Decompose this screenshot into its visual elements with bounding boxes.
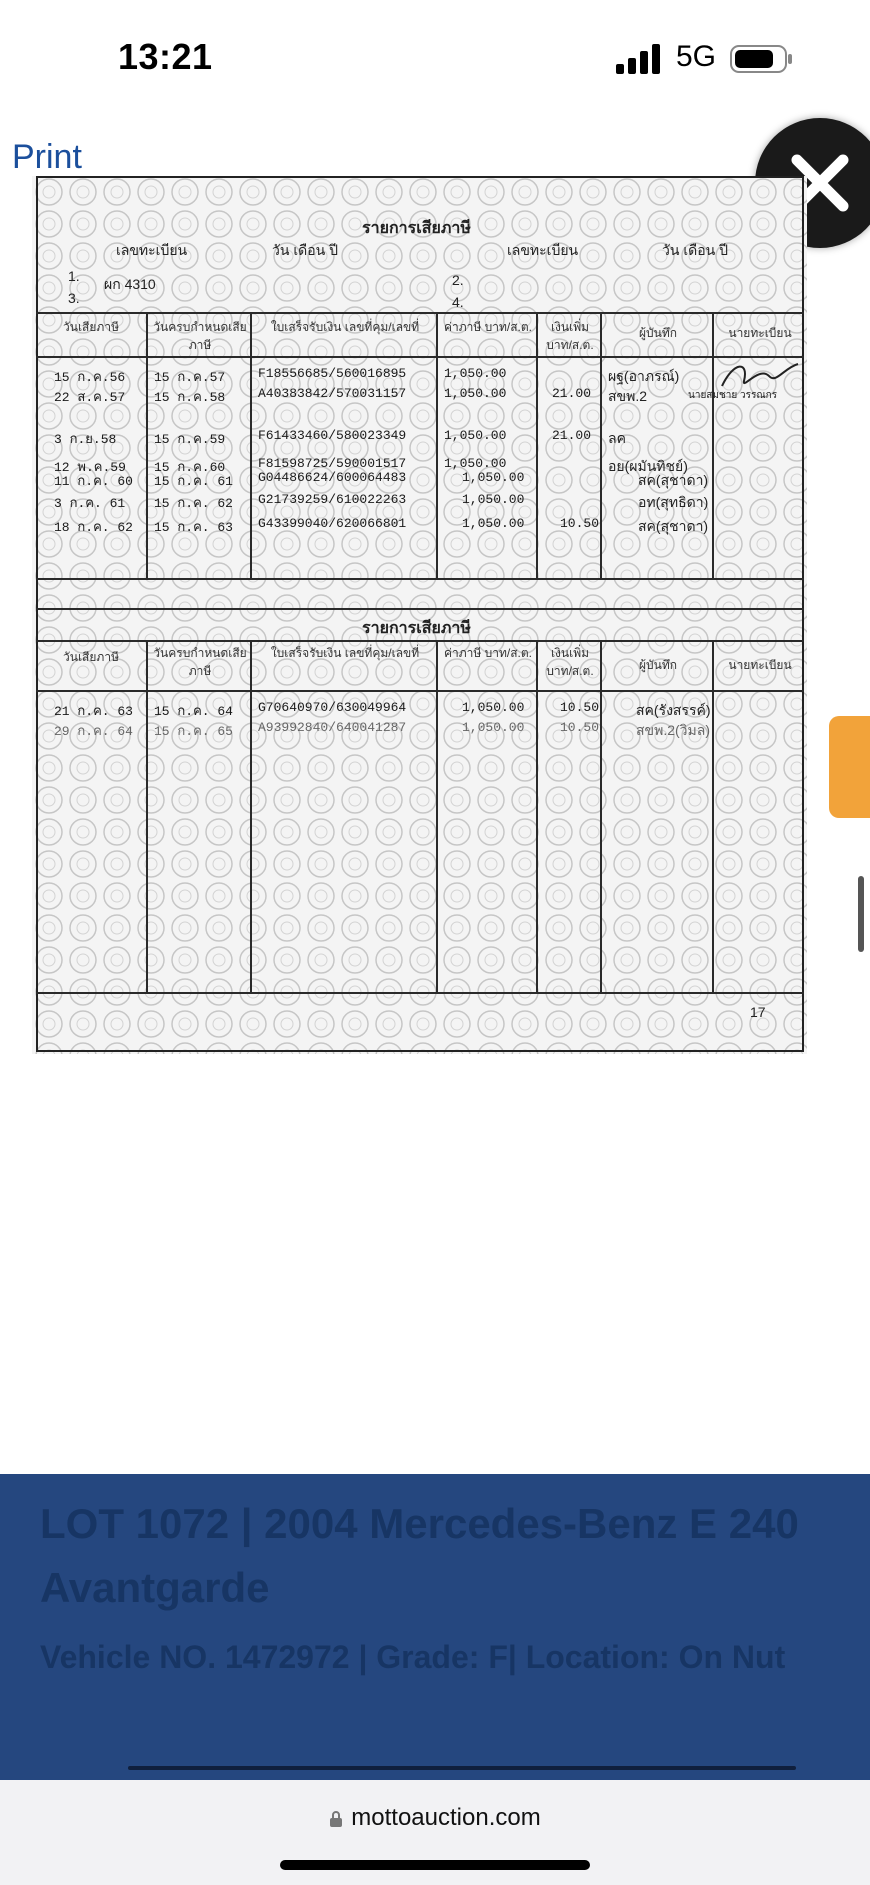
table-cell: สขพ.2 [608, 388, 648, 404]
table-rule [146, 312, 148, 578]
table-cell: 22 ส.ค.57 [54, 390, 126, 405]
table-cell: 21 ก.ค. 63 [54, 704, 133, 719]
table-cell: 21.00 [552, 428, 592, 443]
table-cell: 3 ก.ย.58 [54, 432, 117, 447]
table-cell: ผฐ(อาภรณ์) [608, 368, 680, 384]
table-rule [250, 640, 252, 992]
table-cell: 15 ก.ค.57 [154, 370, 226, 385]
table-rule [600, 640, 602, 992]
status-time: 13:21 [118, 36, 213, 77]
scrollbar[interactable] [858, 876, 864, 952]
table-cell: 1,050.00 [462, 720, 525, 735]
column-header: วันครบกำหนดเสียภาษี [153, 320, 247, 352]
table-rule [436, 640, 438, 992]
column-header: ผู้บันทึก [638, 326, 678, 340]
column-header: นายทะเบียน [728, 658, 792, 672]
lot-subtitle: Vehicle NO. 1472972 | Grade: F| Location: On Nut [40, 1639, 786, 1675]
signature-mark [714, 356, 804, 396]
table-rule [250, 312, 252, 578]
table-rule [36, 608, 804, 610]
table-cell: A93992840/640041287 [258, 720, 407, 735]
label-date-left: วัน เดือน ปี [272, 242, 338, 258]
table-rule [36, 356, 804, 358]
banner-divider [128, 1766, 796, 1770]
column-header: วันเสียภาษี [63, 650, 119, 664]
table-cell: 1,050.00 [462, 516, 525, 531]
table-cell: 1,050.00 [462, 470, 525, 485]
table-rule [712, 312, 714, 578]
column-header: เงินเพิ่ม บาท/ส.ต. [546, 646, 594, 678]
table-cell: 1,050.00 [462, 700, 525, 715]
reg-entry: ผก 4310 [104, 276, 156, 292]
label-reg-right: เลขทะเบียน [507, 242, 579, 258]
table-rule [436, 312, 438, 578]
table-cell: A40383842/570031157 [258, 386, 407, 401]
table-rule [36, 690, 804, 692]
table-cell: 21.00 [552, 386, 592, 401]
column-header: ใบเสร็จรับเงิน เลขที่คุม/เลขที่ [270, 320, 420, 334]
status-bar [0, 0, 870, 120]
section-title-upper: รายการเสียภาษี [362, 220, 471, 237]
table-cell: F18556685/560016895 [258, 366, 407, 381]
url-display[interactable] [0, 1804, 870, 1832]
browser-address-bar[interactable] [0, 1780, 870, 1885]
table-cell: อท(สุทธิดา) [638, 494, 709, 510]
column-header: นายทะเบียน [728, 326, 792, 340]
table-cell: G21739259/610022263 [258, 492, 407, 507]
table-cell: F81598725/590001517 [258, 456, 407, 471]
network-type: 5G [676, 40, 717, 73]
table-cell: 3 ก.ค. 61 [54, 496, 126, 511]
column-header: ใบเสร็จรับเงิน เลขที่คุม/เลขที่ [270, 646, 420, 660]
table-cell: 10.50 [560, 700, 600, 715]
table-cell: 18 ก.ค. 62 [54, 520, 133, 535]
table-cell: G70640970/630049964 [258, 700, 407, 715]
table-cell: G04486624/600064483 [258, 470, 407, 485]
table-cell: อย(ผมันทิชย์) [608, 458, 688, 474]
table-cell: 11 ก.ค. 60 [54, 474, 133, 489]
label-reg-left: เลขทะเบียน [116, 242, 188, 258]
reg-entry: 2. [452, 272, 464, 288]
table-cell: สค(รังสรรค์) [636, 702, 711, 718]
table-rule [36, 312, 804, 314]
column-header: ผู้บันทึก [638, 658, 678, 672]
reg-entry: 1. [68, 268, 80, 284]
lot-info-banner [0, 1474, 870, 1780]
cellular-signal-icon [616, 44, 662, 74]
lock-icon [329, 1810, 343, 1828]
table-cell: 15 ก.ค.58 [154, 390, 226, 405]
table-cell: ลค [608, 430, 626, 446]
table-cell: 15 ก.ค.60 [154, 460, 226, 475]
table-rule [600, 312, 602, 578]
lot-title: LOT 1072 | 2004 Mercedes-Benz E 240 Avantgarde [40, 1500, 799, 1611]
table-cell: 29 ก.ค. 64 [54, 724, 133, 739]
column-header: เงินเพิ่ม บาท/ส.ต. [546, 320, 594, 352]
table-cell: 1,050.00 [444, 456, 507, 471]
table-cell: G43399040/620066801 [258, 516, 407, 531]
table-rule [146, 640, 148, 992]
side-panel-tab[interactable] [829, 716, 870, 818]
table-cell: สค(สุชาดา) [638, 472, 709, 488]
registrar-note: นายสมชาย วรรณกร [688, 390, 778, 401]
reg-entry: 4. [452, 294, 464, 310]
label-date-right: วัน เดือน ปี [662, 242, 728, 258]
column-header: ค่าภาษี บาท/ส.ต. [443, 320, 533, 334]
table-cell: 15 ก.ค. 65 [154, 724, 233, 739]
table-cell: 15 ก.ค.56 [54, 370, 126, 385]
table-rule [36, 640, 804, 642]
battery-icon [730, 44, 794, 74]
table-cell: 15 ก.ค. 62 [154, 496, 233, 511]
table-cell: 12 พ.ค.59 [54, 460, 126, 475]
home-indicator[interactable] [280, 1860, 590, 1870]
column-header: ค่าภาษี บาท/ส.ต. [443, 646, 533, 660]
table-rule [712, 640, 714, 992]
column-header: วันครบกำหนดเสียภาษี [153, 646, 247, 678]
table-rule [536, 640, 538, 992]
table-cell: สขพ.2(วิมล) [636, 722, 711, 738]
page-number: 17 [750, 1004, 766, 1020]
table-rule [536, 312, 538, 578]
table-cell: 1,050.00 [444, 366, 507, 381]
url-text: mottoauction.com [351, 1804, 541, 1831]
document-border [36, 176, 804, 1052]
table-rule [36, 578, 804, 580]
reg-entry: 3. [68, 290, 80, 306]
table-cell: 10.50 [560, 516, 600, 531]
table-cell: 15 ก.ค. 63 [154, 520, 233, 535]
table-cell: สค(สุชาดา) [638, 518, 709, 534]
section-title-lower: รายการเสียภาษี [362, 620, 471, 637]
table-cell: 15 ก.ค.59 [154, 432, 226, 447]
table-cell: 15 ก.ค. 64 [154, 704, 233, 719]
print-link[interactable]: Print [12, 138, 82, 176]
table-cell: 1,050.00 [462, 492, 525, 507]
table-cell: 10.50 [560, 720, 600, 735]
table-rule [36, 992, 804, 994]
table-cell: 1,050.00 [444, 428, 507, 443]
table-cell: 1,050.00 [444, 386, 507, 401]
table-cell: F61433460/580023349 [258, 428, 407, 443]
column-header: วันเสียภาษี [63, 320, 119, 334]
table-cell: 15 ก.ค. 61 [154, 474, 233, 489]
registration-document-scan [32, 176, 807, 1054]
